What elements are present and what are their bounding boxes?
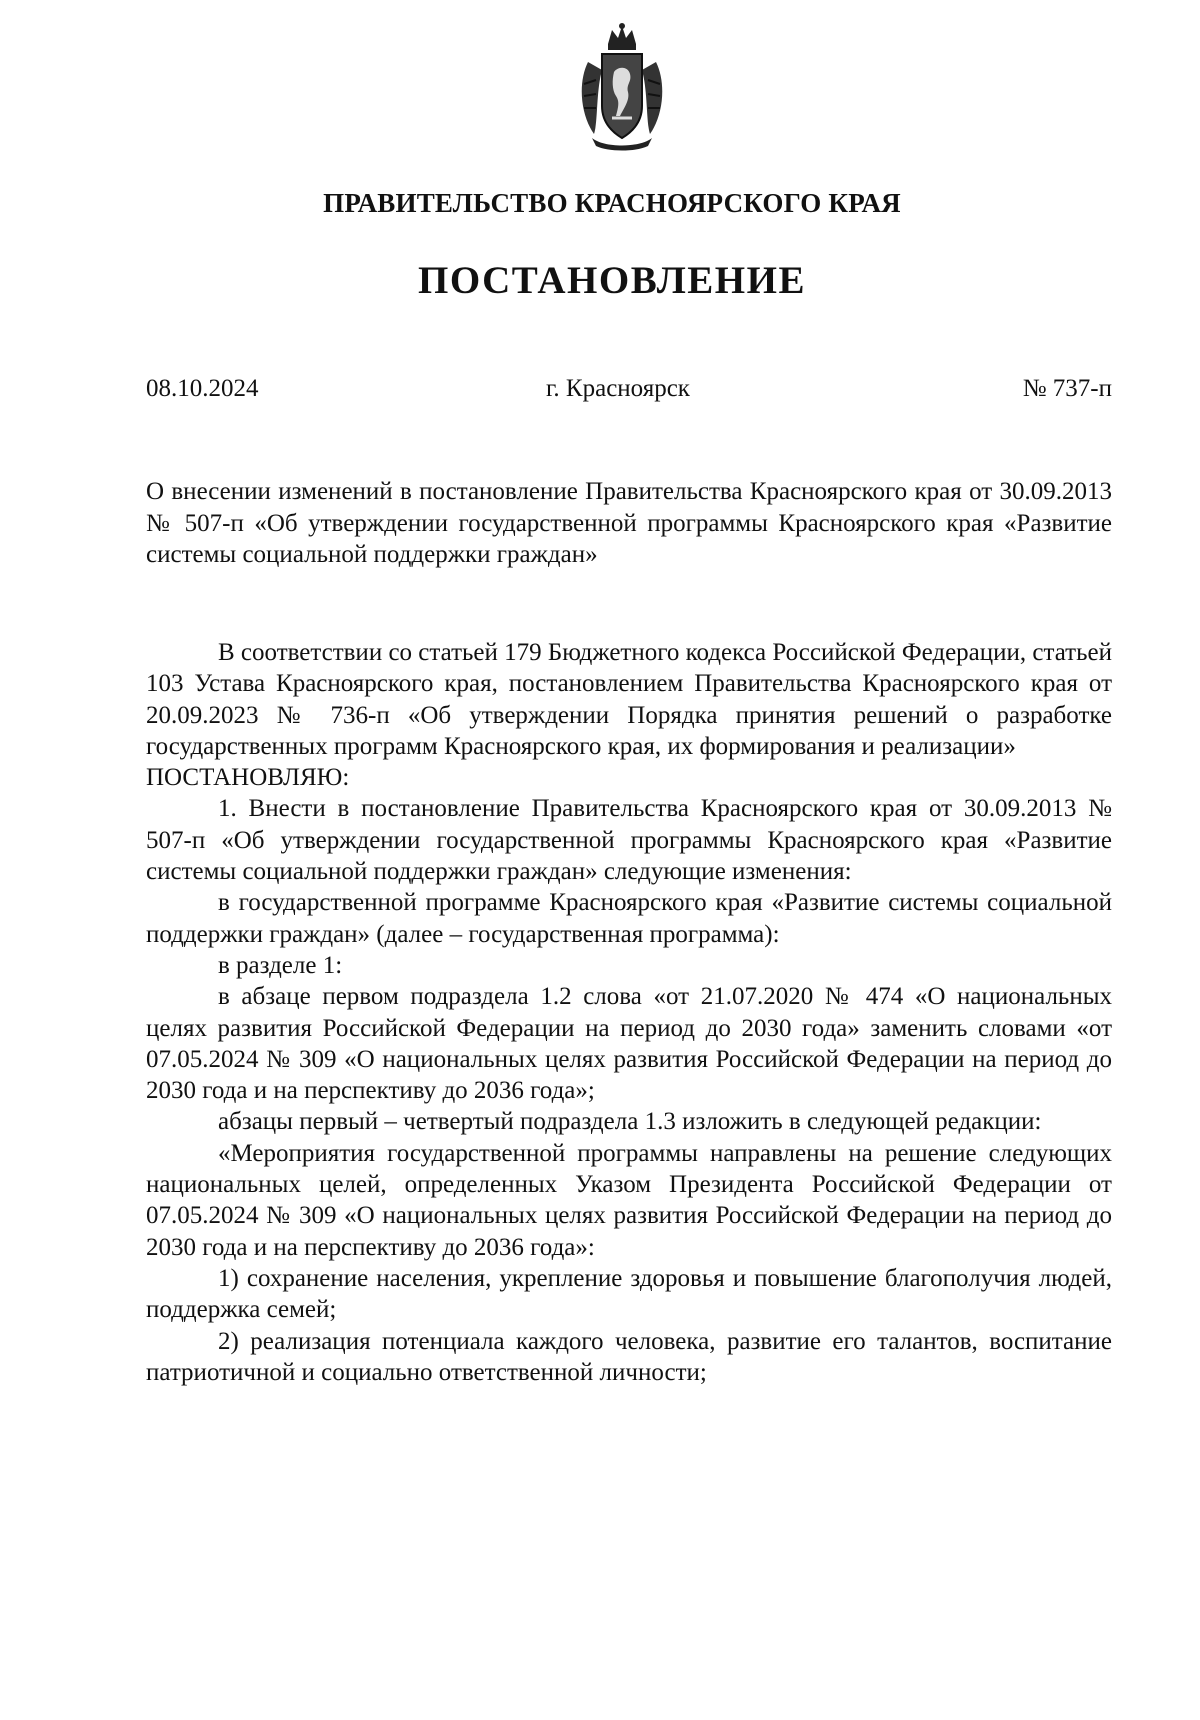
- paragraph-goal-2: 2) реализация потенциала каждого человека, развитие его талантов, воспитание патриотичной и социально ответственной личности;: [146, 1327, 1112, 1386]
- document-city: г. Красноярск: [546, 375, 690, 402]
- document-date: 08.10.2024: [146, 375, 259, 402]
- document-body: [146, 637, 1112, 1388]
- paragraph-subsection-1-2: в абзаце первом подраздела 1.2 слова «от 21.07.2020 № 474 «О национальных целях развития Российской Федерации на период до 2030 года» заменить словами «от 07.05.2024 № 309 «О национальных целях развития Российской Федерации на период до 2030 года и на перспективу до 2036 года»;: [146, 983, 1112, 1105]
- paragraph-national-goals: «Мероприятия государственной программы направлены на решение следующих национальных целей, определенных Указом Президента Российской Федерации от 07.05.2024 № 309 «О национальных целях развития Российской Федерации на период до 2030 года и на перспективу до 2036 года»:: [146, 1139, 1112, 1261]
- paragraph-item-1: 1. Внести в постановление Правительства Красноярского края от 30.09.2013 № 507-п «Об утверждении государственной программы Красноярского края «Развитие системы социальной поддержки граждан» следующие изменения:: [146, 795, 1112, 886]
- paragraph-resolve: ПОСТАНОВЛЯЮ:: [146, 764, 350, 792]
- organization-title: ПРАВИТЕЛЬСТВО КРАСНОЯРСКОГО КРАЯ: [323, 188, 901, 218]
- krasnoyarsk-coat-of-arms-icon: [574, 22, 670, 154]
- document-type-title: ПОСТАНОВЛЕНИЕ: [417, 259, 806, 302]
- document-meta: [146, 375, 1112, 415]
- paragraph-subsection-1-3: абзацы первый – четвертый подраздела 1.3 изложить в следующей редакции:: [218, 1108, 1042, 1136]
- paragraph-goal-1: 1) сохранение населения, укрепление здоровья и повышение благополучия людей, поддержка семей;: [146, 1264, 1112, 1324]
- paragraph-program-changes: в государственной программе Красноярского края «Развитие системы социальной поддержки граждан» (далее – государственная программа):: [146, 889, 1112, 948]
- paragraph-preamble: В соответствии со статьей 179 Бюджетного кодекса Российской Федерации, статьей 103 Устава Красноярского края, постановлением Правительства Красноярского края от 20.09.2023 № 736-п «Об утверждении Порядка принятия решений о разработке государственных программ Красноярского края, их формирования и реализации»: [146, 639, 1112, 760]
- document-subject: О внесении изменений в постановление Правительства Красноярского края от 30.09.2013 № 507-п «Об утверждении государственной программы Красноярского края «Развитие системы социальной поддержки граждан»: [146, 478, 1112, 568]
- paragraph-section-1: в разделе 1:: [218, 951, 343, 979]
- document-number: № 737-п: [1022, 375, 1112, 402]
